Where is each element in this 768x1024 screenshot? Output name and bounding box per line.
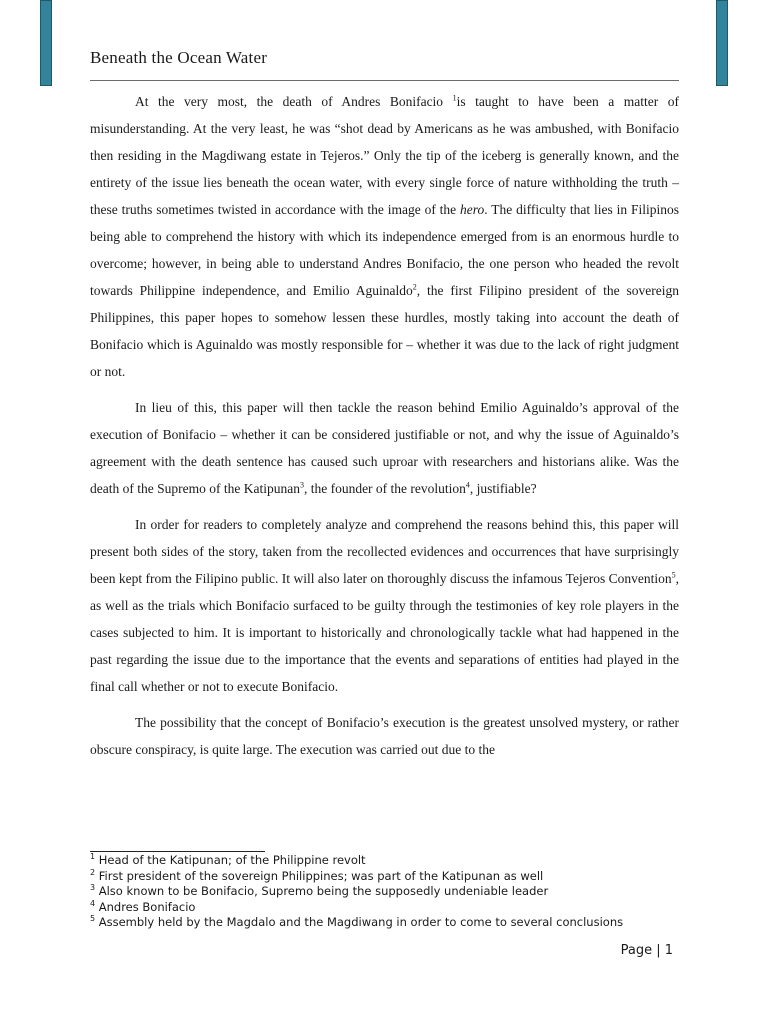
emphasis-hero: hero <box>460 202 485 217</box>
footnote-1: $^1$ Head of the Katipunan; of the Philippine revolt <box>90 852 366 867</box>
header-divider <box>90 80 679 81</box>
header-accent-bar-right <box>716 0 728 86</box>
footnote-ref-4: 4 <box>465 480 470 490</box>
footnote-ref-3: 3 <box>299 480 304 490</box>
paragraph-2: In lieu of this, this paper will then tackle the reason behind Emilio Aguinaldo’s approval of the execution of Bonifacio – whether it can be considered justifiable or not, and why the issue of Aguinaldo’s agreement with the death sentence has caused such uproar with researchers and historians alike. Was the death of the Supremo of the Katipunan$^3$, the founder of the revolution$^4$, justifiable? <box>90 400 679 496</box>
page-number: Page | 1 <box>620 943 673 958</box>
footnotes <box>90 853 730 931</box>
footnote-3: $^3$ Also known to be Bonifacio, Supremo being the supposedly undeniable leader <box>90 883 549 898</box>
document-body <box>90 88 679 772</box>
footnote-5: $^5$ Assembly held by the Magdalo and the Magdiwang in order to come to several conclusions <box>90 914 624 929</box>
footnote-ref-1: 1 <box>452 93 457 103</box>
footnote-2: $^2$ First president of the sovereign Philippines; was part of the Katipunan as well <box>90 867 544 883</box>
paragraph-1: At the very most, the death of Andres Bonifacio $^1$is taught to have been a matter of misunderstanding. At the very least, he was “shot dead by Americans as he was ambushed, with Bonifacio then residing in the Magdiwang estate in Tejeros.” Only the tip of the iceberg is generally known, and the entirety of the issue lies beneath the ocean water, with every single force of nature withholding the truth – these truths sometimes twisted in accordance with the image of the hero. The difficulty that lies in Filipinos being able to comprehend the history with which its independence emerged from is an enormous hurdle to overcome; however, in being able to understand Andres Bonifacio, the one person who headed the revolt towards Philippine independence, and Emilio Aguinaldo$^2$, the first Filipino president of the sovereign Philippines, this paper hopes to somehow lessen these hurdles, mostly taking into account the death of Bonifacio which is Aguinaldo was mostly responsible for – whether it was due to the lack of right judgment or not. <box>90 93 679 379</box>
footnote-ref-2: 2 <box>412 282 417 292</box>
footnote-ref-5: 5 <box>671 570 676 580</box>
page-header-title: Beneath the Ocean Water <box>90 48 268 67</box>
footnote-divider <box>90 851 265 852</box>
header-accent-bar-left <box>40 0 52 86</box>
paragraph-4: The possibility that the concept of Bonifacio’s execution is the greatest unsolved mystery, or rather obscure conspiracy, is quite large. The execution was carried out due to the <box>90 715 679 757</box>
paragraph-3: In order for readers to completely analyze and comprehend the reasons behind this, this paper will present both sides of the story, taken from the recollected evidences and occurrences that have surprisingly been kept from the Filipino public. It will also later on thoroughly discuss the infamous Tejeros Convention$^5$, as well as the trials which Bonifacio surfaced to be guilty through the testimonies of key role players in the cases subjected to him. It is important to historically and chronologically tackle what had happened in the past regarding the issue due to the importance that the events and separations of entities had played in the final call whether or not to execute Bonifacio. <box>90 517 679 694</box>
footnote-4: $^4$ Andres Bonifacio <box>90 898 196 914</box>
